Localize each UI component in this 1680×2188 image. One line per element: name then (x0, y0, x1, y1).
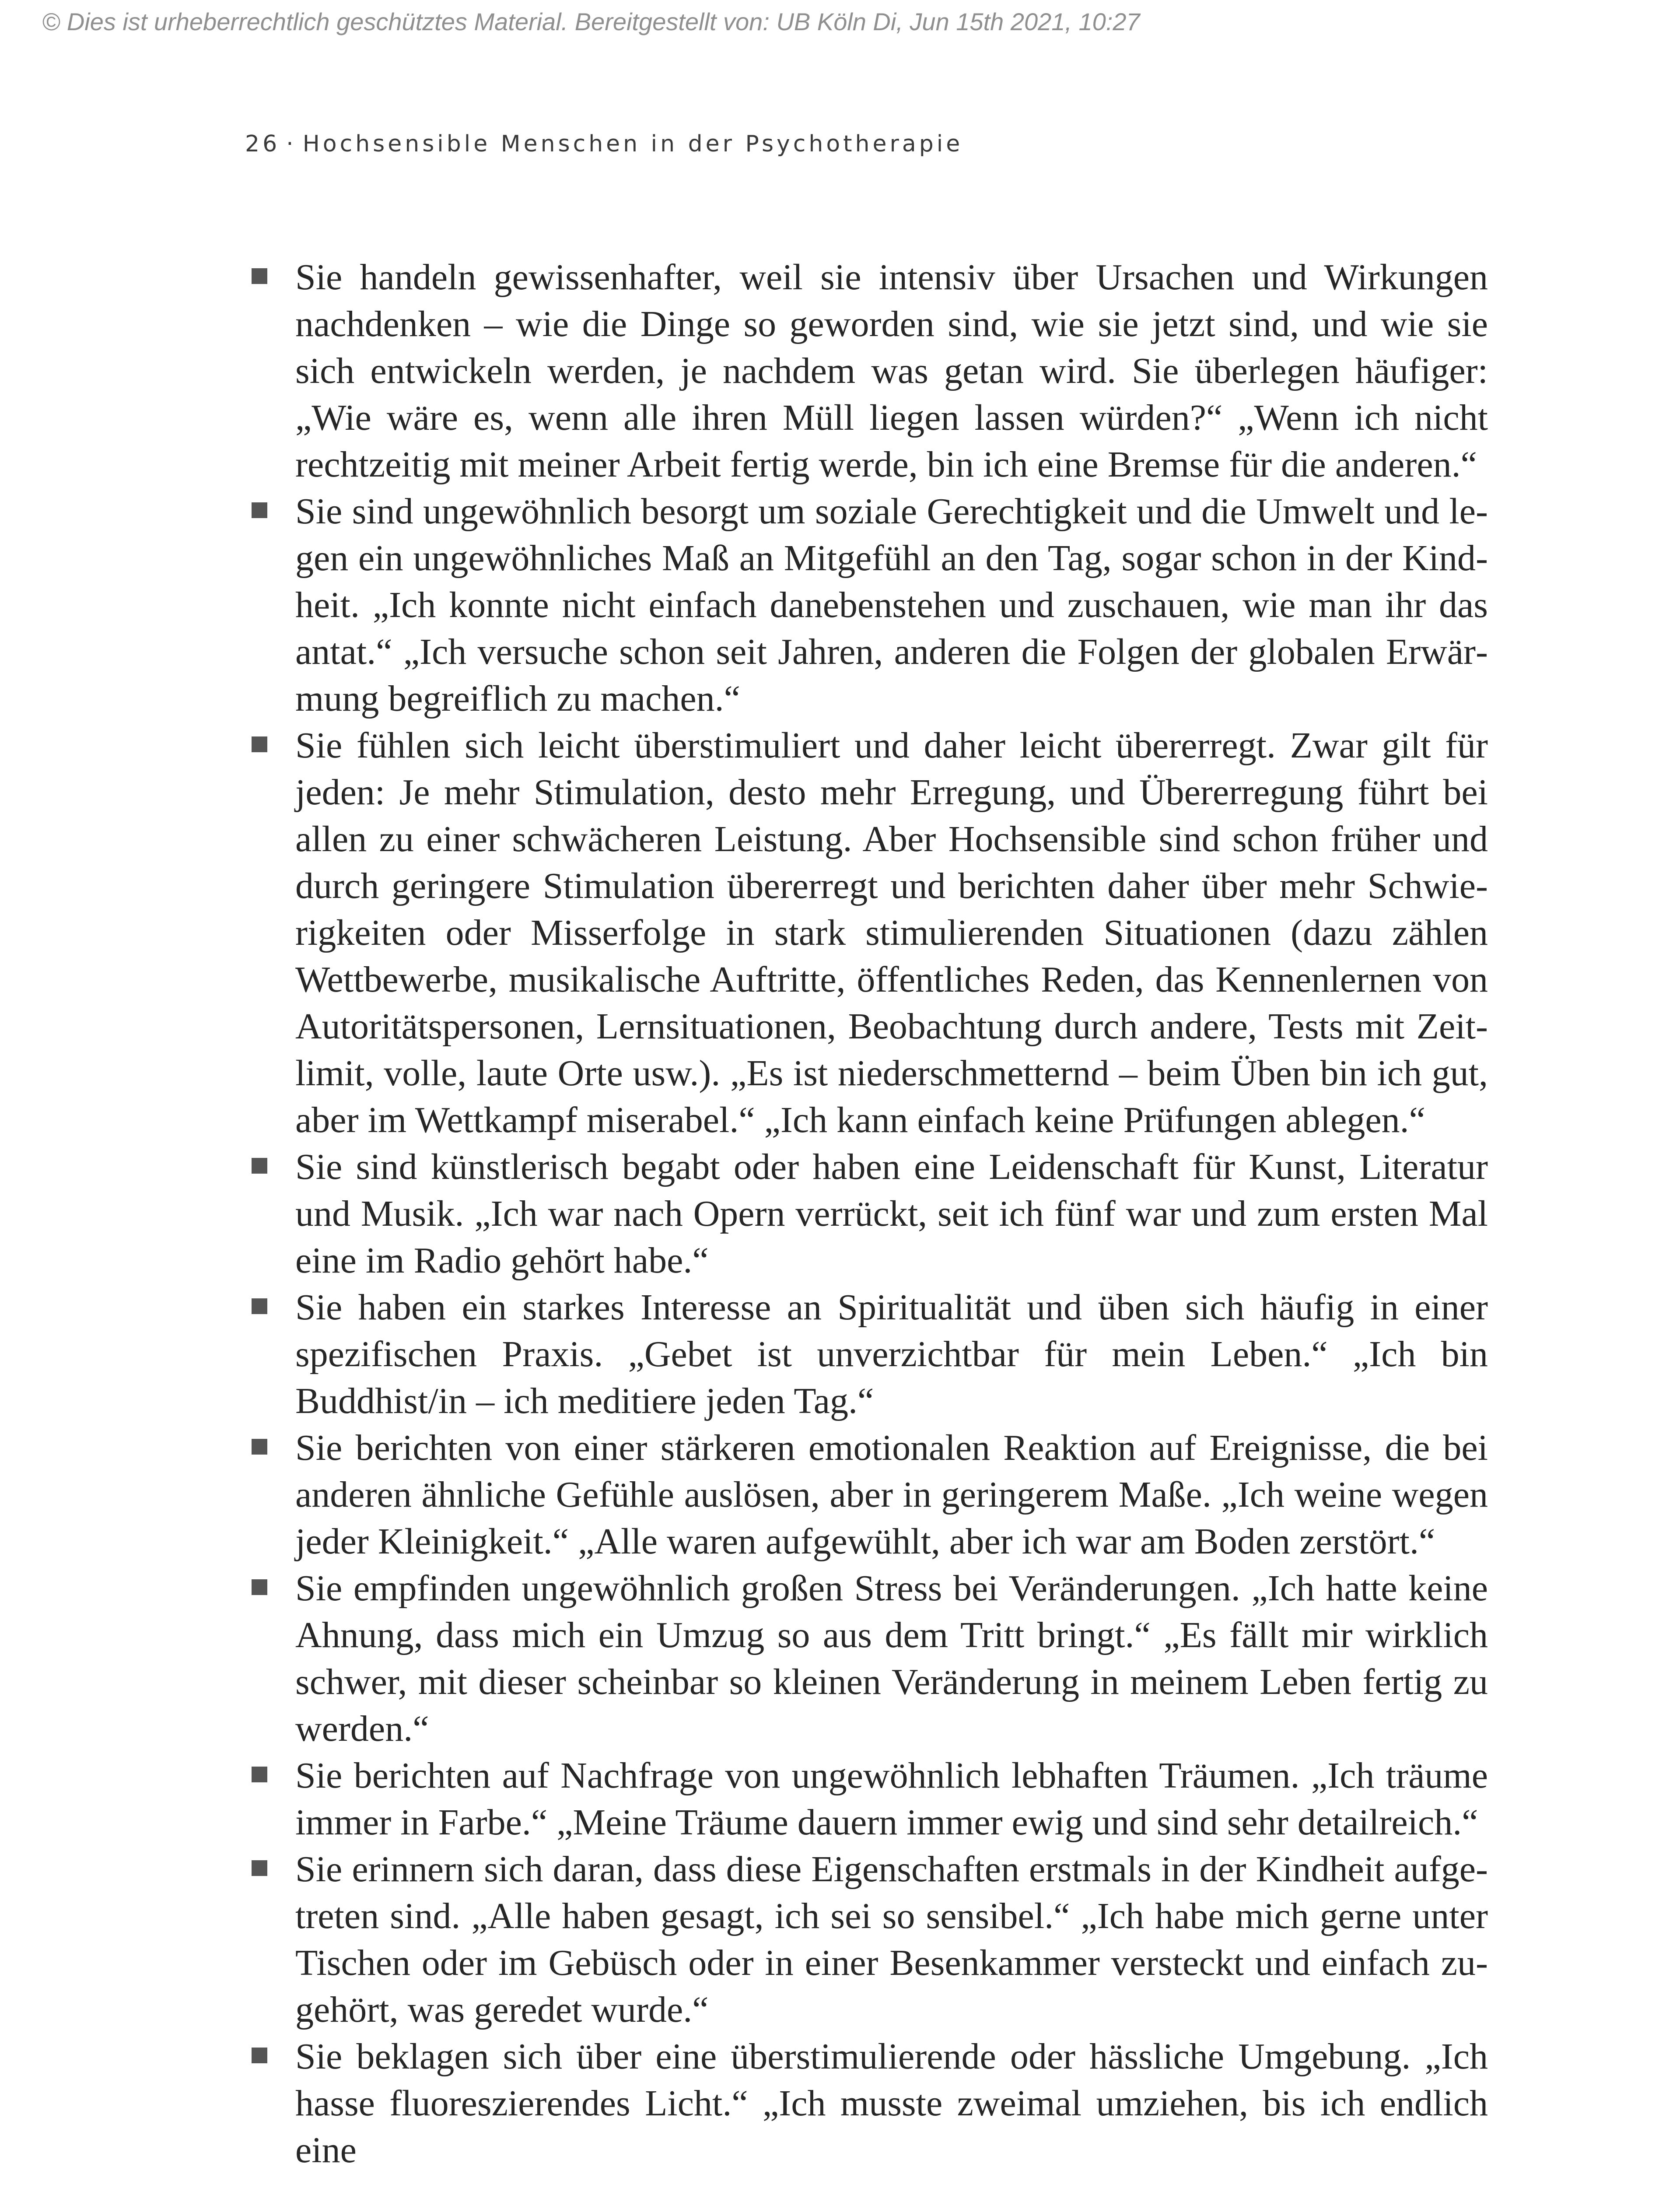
square-bullet-icon (252, 736, 267, 752)
list-item (252, 1284, 1488, 1424)
square-bullet-icon (252, 2048, 267, 2063)
list-item (252, 1752, 1488, 1846)
list-item-text: Sie haben ein starkes Interesse an Spiritualität und üben sich häufig in einer spezifischen Praxis. „Gebet ist unverzichtbar für mein Leben.“ „Ich bin Buddhist/in – ich meditiere jeden Tag.“ (295, 1287, 1488, 1421)
list-item (252, 1424, 1488, 1565)
square-bullet-icon (252, 268, 267, 284)
bullet-list (252, 254, 1488, 2174)
header-separator: · (286, 131, 297, 157)
list-item (252, 2033, 1488, 2174)
page-number: 26 (245, 131, 280, 157)
list-item (252, 1143, 1488, 1284)
list-item-text: Sie berichten von einer stärkeren emotionalen Reaktion auf Ereignisse, die bei anderen ähnliche Gefühle auslösen, aber in geringerem Maße. „Ich weine wegen jeder Kleinigkeit.“ „Alle waren aufgewühlt, aber ich war am Boden zerstört.“ (295, 1427, 1488, 1562)
running-header (245, 129, 963, 159)
square-bullet-icon (252, 1767, 267, 1782)
list-item (252, 722, 1488, 1143)
list-item-text: Sie sind künstlerisch begabt oder haben eine Leidenschaft für Kunst, Literatur und Musik. „Ich war nach Opern verrückt, seit ich fünf war und zum ersten Mal eine im Radio gehört habe.“ (295, 1147, 1488, 1281)
list-item (252, 1565, 1488, 1752)
list-item-text: Sie handeln gewissenhafter, weil sie intensiv über Ursachen und Wirkungen nachdenken – wie die Dinge so geworden sind, wie sie jetzt sind, und wie sie sich entwickeln werden, je nachdem was getan wird. Sie überlegen häufiger: „Wie wäre es, wenn alle ihren Müll liegen lassen würden?“ „Wenn ich nicht rechtzeitig mit meiner Arbeit fertig werde, bin ich eine Bremse für die anderen.“ (295, 257, 1488, 485)
list-item-text: Sie empfinden ungewöhnlich großen Stress bei Veränderungen. „Ich hatte keine Ahnung, dass mich ein Umzug so aus dem Tritt bringt.“ „Es fällt mir wirklich schwer, mit dieser scheinbar so kleinen Veränderung in meinem Leben fertig zu werden.“ (295, 1568, 1488, 1749)
square-bullet-icon (252, 1579, 267, 1595)
square-bullet-icon (252, 1439, 267, 1455)
list-item-text: Sie berichten auf Nachfrage von ungewöhnlich lebhaften Träumen. „Ich träume immer in Farbe.“ „Meine Träume dauern immer ewig und sind sehr detailreich.“ (295, 1755, 1488, 1843)
square-bullet-icon (252, 1158, 267, 1174)
square-bullet-icon (252, 1860, 267, 1876)
copyright-watermark: © Dies ist urheberrechtlich geschütztes Material. Bereitgestellt von: UB Köln Di, Jun 15th 2021, 10:27 (42, 8, 1140, 35)
list-item (252, 488, 1488, 722)
list-item (252, 1846, 1488, 2033)
list-item-text: Sie fühlen sich leicht überstimuliert und daher leicht übererregt. Zwar gilt für jeden: Je mehr Stimulation, desto mehr Erregung, und Übererregung führt bei allen zu einer schwächeren Leistung. Aber Hochsensible sind schon früher und durch geringere Stimulation übererregt und berichten daher über mehr Schwierigkeiten oder Misserfolge in stark stimulierenden Situationen (dazu zählen Wettbewerbe, musikalische Auftritte, öffentliches Reden, das Kennenlernen von Autoritätspersonen, Lernsituationen, Beobachtung durch andere, Tests mit Zeitlimit, volle, laute Orte usw.). „Es ist niederschmetternd – beim Üben bin ich gut, aber im Wettkampf miserabel.“ „Ich kann einfach keine Prüfungen ablegen.“ (295, 725, 1488, 1140)
list-item-text: Sie beklagen sich über eine überstimulierende oder hässliche Umgebung. „Ich hasse fluoreszierendes Licht.“ „Ich musste zweimal umziehen, bis ich endlich eine (295, 2036, 1488, 2170)
list-item-text: Sie sind ungewöhnlich besorgt um soziale Gerechtigkeit und die Umwelt und legen ein ungewöhnliches Maß an Mitgefühl an den Tag, sogar schon in der Kindheit. „Ich konnte nicht einfach danebenstehen und zuschauen, wie man ihr das antat.“ „Ich versuche schon seit Jahren, anderen die Folgen der globalen Erwärmung begreiflich zu machen.“ (295, 491, 1488, 719)
square-bullet-icon (252, 1298, 267, 1314)
list-item (252, 254, 1488, 488)
list-item-text: Sie erinnern sich daran, dass diese Eigenschaften erstmals in der Kindheit aufgetreten sind. „Alle haben gesagt, ich sei so sensibel.“ „Ich habe mich gerne unter Tischen oder im Gebüsch oder in einer Besenkammer versteckt und einfach zugehört, was geredet wurde.“ (295, 1849, 1488, 2030)
square-bullet-icon (252, 502, 267, 518)
running-title: Hochsensible Menschen in der Psychotherapie (302, 131, 963, 157)
